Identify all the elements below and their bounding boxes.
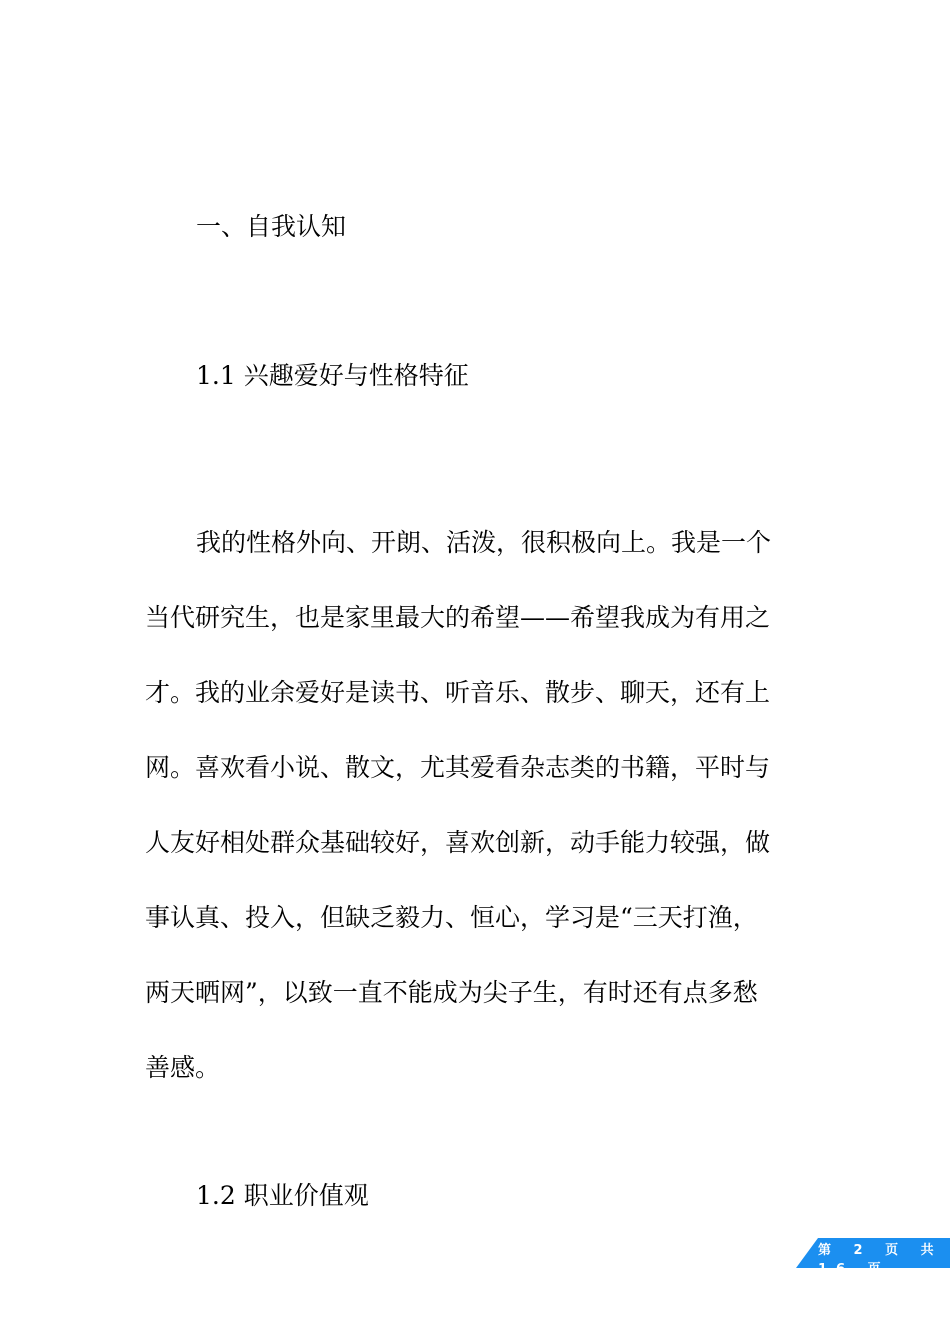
page-number-label-overflow: 16 页	[818, 1262, 890, 1277]
section-heading-self-cognition: 一、自我认知	[196, 212, 347, 241]
paragraph-personality	[145, 505, 785, 1105]
paragraph-line: 我的性格外向、开朗、活泼，很积极向上。我是一个	[196, 528, 772, 557]
paragraph-line: 才。我的业余爱好是读书、听音乐、散步、聊天，还有上	[145, 678, 771, 707]
page-number-badge	[796, 1238, 950, 1277]
paragraph-line: 两天晒网”，以致一直不能成为尖子生，有时还有点多愁	[145, 978, 758, 1007]
paragraph-line: 人友好相处群众基础较好，喜欢创新，动手能力较强，做	[145, 828, 771, 857]
subsection-heading-interests: 1.1 兴趣爱好与性格特征	[196, 361, 469, 390]
subsection-heading-career-values: 1.2 职业价值观	[196, 1181, 369, 1210]
paragraph-line: 事认真、投入，但缺乏毅力、恒心，学习是“三天打渔，	[145, 903, 758, 932]
paragraph-line: 网。喜欢看小说、散文，尤其爱看杂志类的书籍，平时与	[145, 753, 771, 782]
paragraph-line: 善感。	[145, 1053, 221, 1082]
paragraph-line: 当代研究生，也是家里最大的希望——希望我成为有用之	[145, 603, 771, 632]
page-number-label: 第 2 页 共	[818, 1243, 943, 1258]
